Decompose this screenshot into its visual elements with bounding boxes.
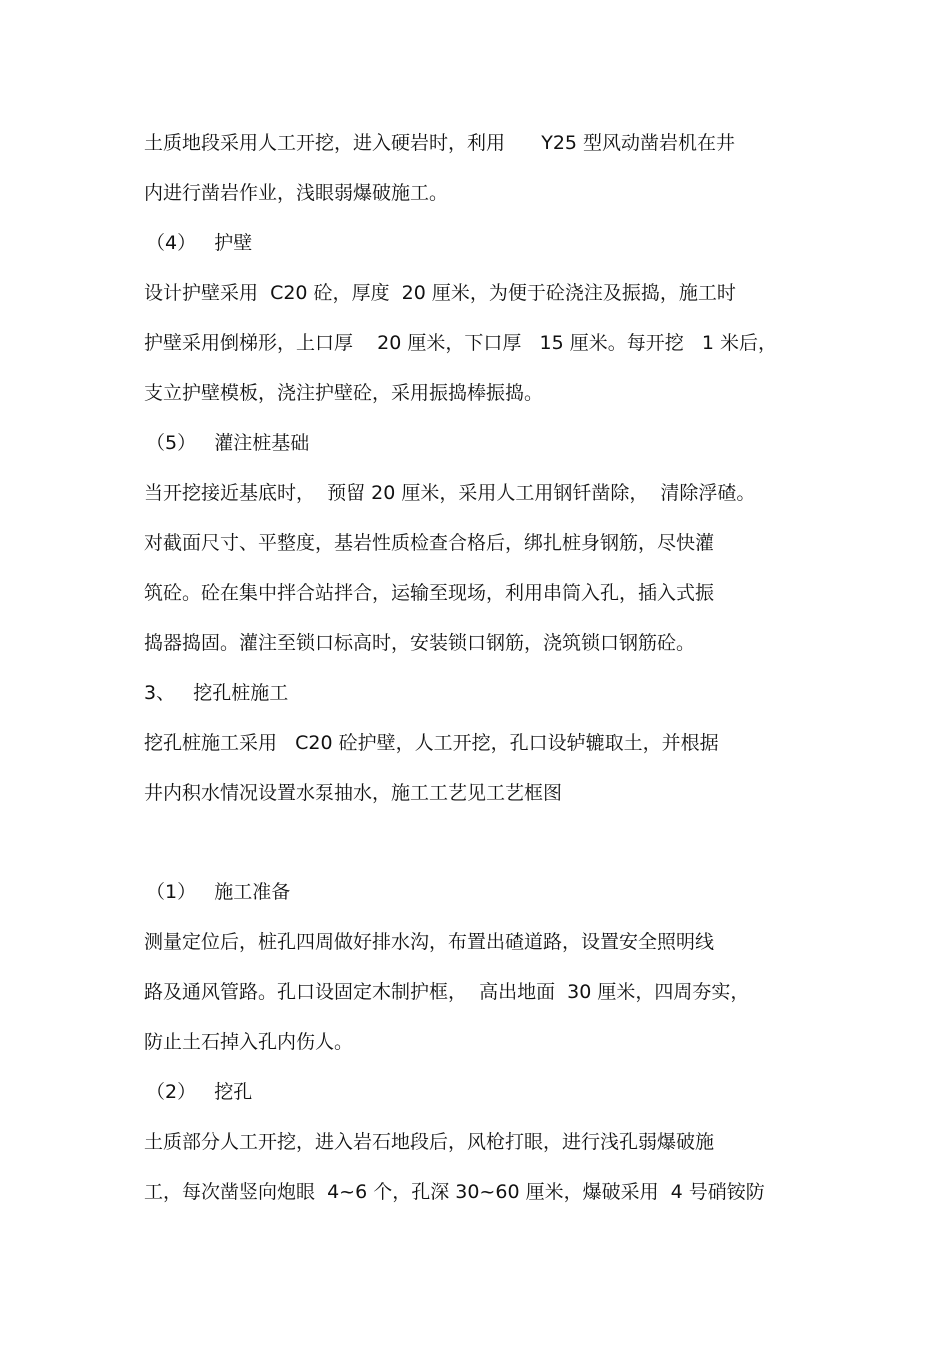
paragraph-line: 筑砼。砼在集中拌合站拌合，运输至现场，利用串筒入孔，插入式振: [144, 582, 715, 604]
paragraph-line: 井内积水情况设置水泵抽水，施工工艺见工艺框图: [144, 782, 563, 804]
section-heading-2: （2） 挖孔: [146, 1081, 253, 1103]
section-heading-3: 3、 挖孔桩施工: [144, 682, 289, 704]
paragraph-line: 路及通风管路。孔口设固定木制护框， 高出地面 30 厘米，四周夯实，: [144, 981, 750, 1003]
paragraph-line: 护壁采用倒梯形，上口厚 20 厘米，下口厚 15 厘米。每开挖 1 米后，: [144, 332, 777, 354]
paragraph-line: 当开挖接近基底时， 预留 20 厘米，采用人工用钢钎凿除， 清除浮碴。: [144, 482, 756, 504]
paragraph-line: 支立护壁模板，浇注护壁砼，采用振捣棒振捣。: [144, 382, 544, 404]
paragraph-line: 防止土石掉入孔内伤人。: [144, 1031, 354, 1053]
section-heading-1: （1） 施工准备: [146, 881, 291, 903]
paragraph-line: 测量定位后，桩孔四周做好排水沟，布置出碴道路，设置安全照明线: [144, 931, 715, 953]
paragraph-line: 对截面尺寸、平整度，基岩性质检查合格后，绑扎桩身钢筋，尽快灌: [144, 532, 715, 554]
paragraph-line: 工，每次凿竖向炮眼 4~6 个，孔深 30~60 厘米，爆破采用 4 号硝铵防: [144, 1181, 765, 1203]
paragraph-line: 挖孔桩施工采用 C20 砼护壁，人工开挖，孔口设轳辘取土，并根据: [144, 732, 719, 754]
paragraph-line: 捣器捣固。灌注至锁口标高时，安装锁口钢筋，浇筑锁口钢筋砼。: [144, 632, 696, 654]
paragraph-line: 土质地段采用人工开挖，进入硬岩时，利用 Y25 型风动凿岩机在井: [144, 132, 736, 154]
section-heading-4: （4） 护壁: [146, 232, 253, 254]
paragraph-line: 设计护壁采用 C20 砼，厚度 20 厘米，为便于砼浇注及振捣，施工时: [144, 282, 736, 304]
paragraph-line: 内进行凿岩作业，浅眼弱爆破施工。: [144, 182, 449, 204]
section-heading-5: （5） 灌注桩基础: [146, 432, 310, 454]
paragraph-line: 土质部分人工开挖，进入岩石地段后，风枪打眼，进行浅孔弱爆破施: [144, 1131, 715, 1153]
